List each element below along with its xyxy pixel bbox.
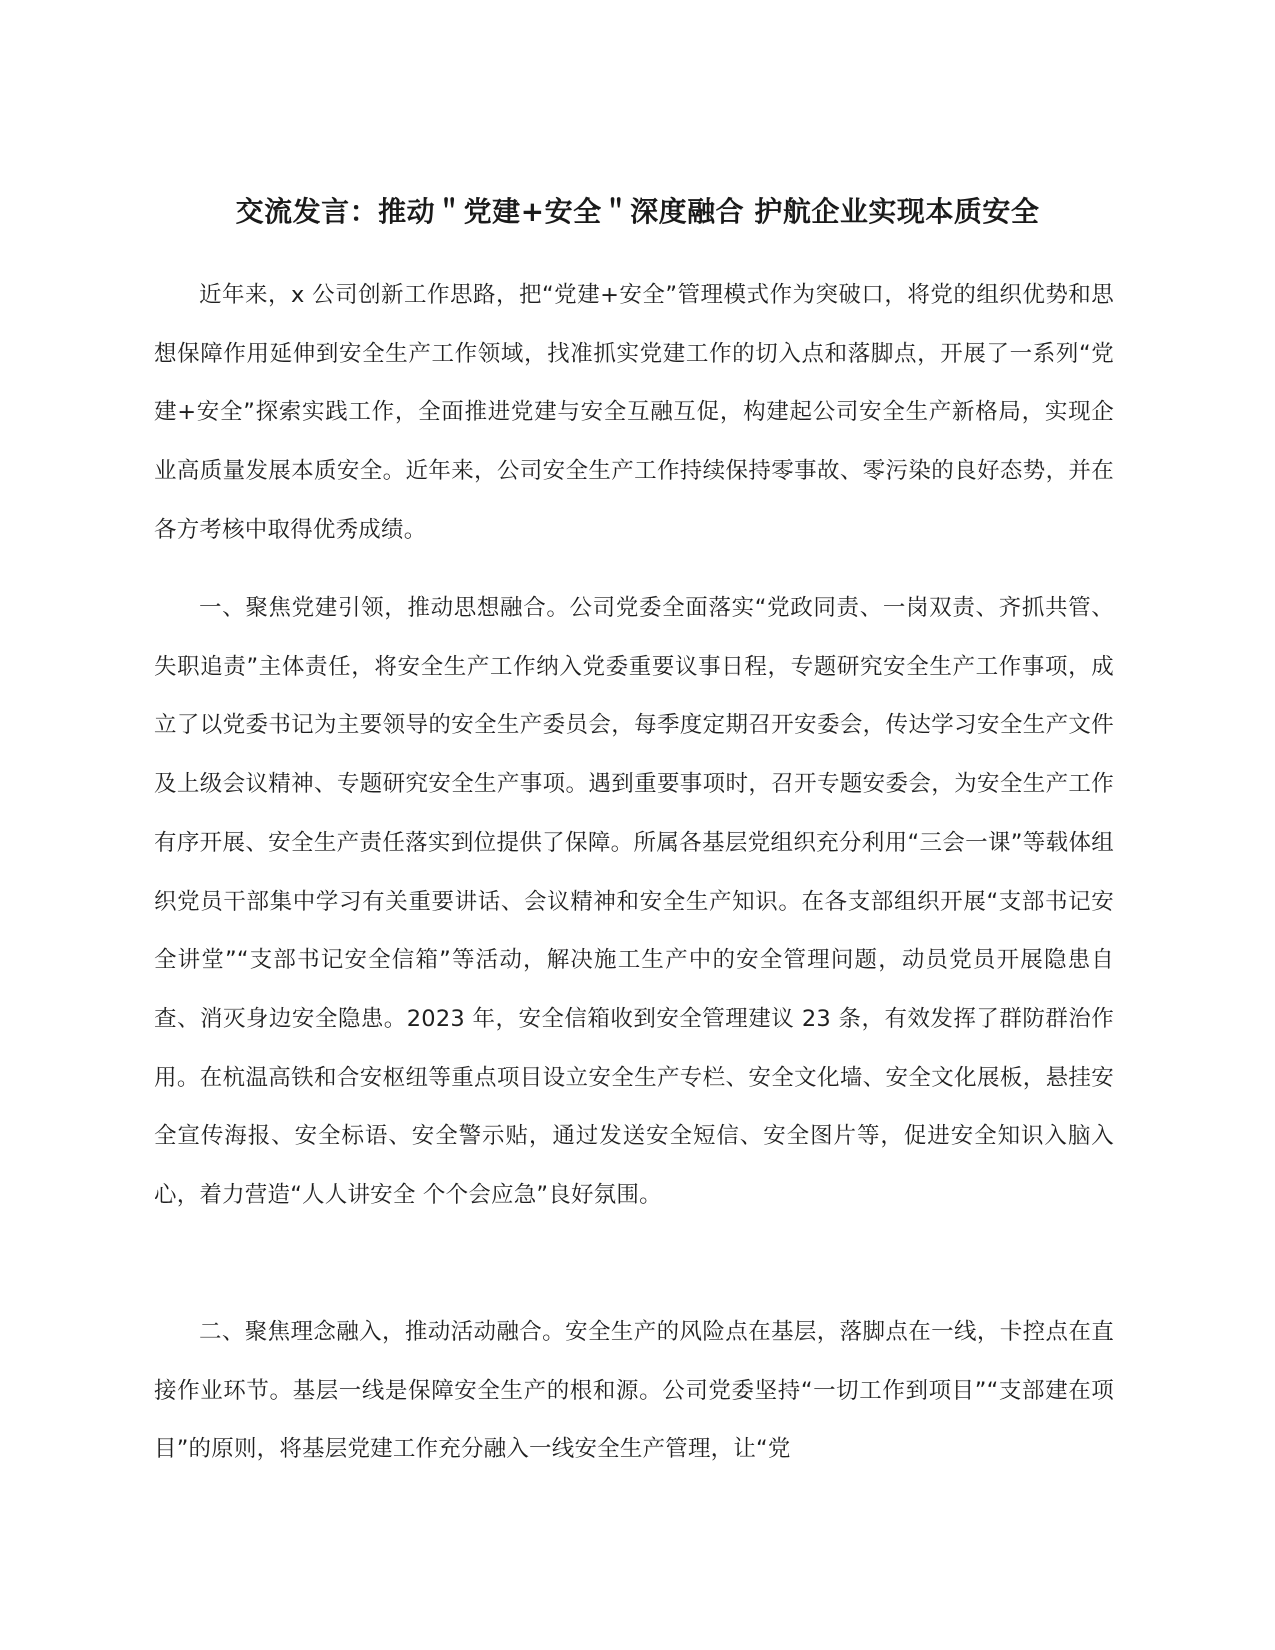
section-two-paragraph: 二、聚焦理念融入，推动活动融合。安全生产的风险点在基层，落脚点在一线，卡控点在直接作业环节。基层一线是保障安全生产的根和源。公司党委坚持“一切工作到项目”“支部建在项目”的原则，将基层党建工作充分融入一线安全生产管理，让“党 [154,1319,1114,1463]
intro-paragraph: 近年来，x 公司创新工作思路，把“党建+安全”管理模式作为突破口，将党的组织优势和思想保障作用延伸到安全生产工作领域，找准抓实党建工作的切入点和落脚点，开展了一系列“党建+安全”探索实践工作，全面推进党建与安全互融互促，构建起公司安全生产新格局，实现企业高质量发展本质安全。近年来，公司安全生产工作持续保持零事故、零污染的良好态势，并在各方考核中取得优秀成绩。 [154,282,1114,543]
document-title: 交流发言：推动＂党建+安全＂深度融合 护航企业实现本质安全 [235,195,1040,228]
section-one-paragraph: 一、聚焦党建引领，推动思想融合。公司党委全面落实“党政同责、一岗双责、齐抓共管、失职追责”主体责任，将安全生产工作纳入党委重要议事日程，专题研究安全生产工作事项，成立了以党委书记为主要领导的安全生产委员会，每季度定期召开安委会，传达学习安全生产文件及上级会议精神、专题研究安全生产事项。遇到重要事项时，召开专题安委会，为安全生产工作有序开展、安全生产责任落实到位提供了保障。所属各基层党组织充分利用“三会一课”等载体组织党员干部集中学习有关重要讲话、会议精神和安全生产知识。在各支部组织开展“支部书记安全讲堂”“支部书记安全信箱”等活动，解决施工生产中的安全管理问题，动员党员开展隐患自查、消灭身边安全隐患。2023 年，安全信箱收到安全管理建议 23 条，有效发挥了群防群治作用。在杭温高铁和合安枢纽等重点项目设立安全生产专栏、安全文化墙、安全文化展板，悬挂安全宣传海报、安全标语、安全警示贴，通过发送安全短信、安全图片等，促进安全知识入脑入心，着力营造“人人讲安全 个个会应急”良好氛围。 [154,595,1114,1209]
